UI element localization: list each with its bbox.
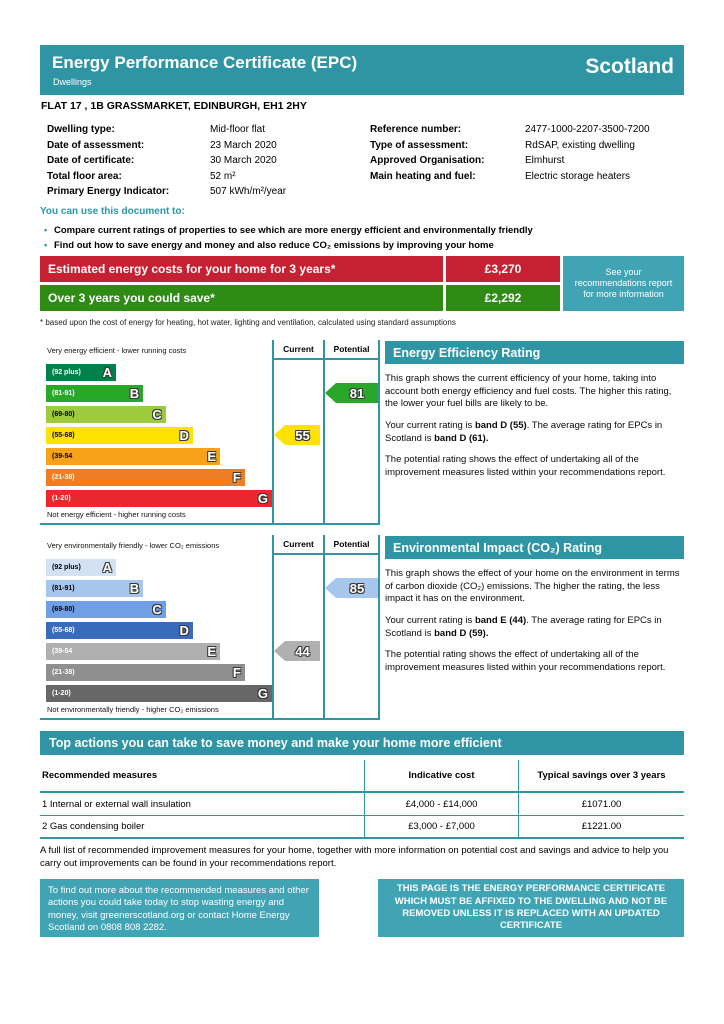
details-left-column [47,122,370,200]
band-d: (55-68) D [46,427,193,444]
chart-divider [323,340,325,525]
paragraph: This graph shows the effect of your home on the environment in terms of carbon dioxide (CO₂) emissions. The higher the rating, the less impact it has on the environment. [385,568,680,605]
chart-divider [272,358,380,360]
detail-row: Date of assessment: 23 March 2020 [47,139,277,151]
rating-bands [46,559,272,706]
certificate-notice-box: THIS PAGE IS THE ENERGY PERFORMANCE CERTIFICATE WHICH MUST BE AFFIXED TO THE DWELLING AND NOT BE REMOVED UNLESS IT IS REPLACED WITH AN UPDATED CERTIFICATE [378,879,684,937]
chart-divider [378,535,380,720]
banner-footnote: * based upon the cost of energy for heating, hot water, lighting and ventilation, calculated using standard assumptions [40,318,456,327]
table-row: 2 Gas condensing boiler £3,000 - £7,000 £1221.00 [40,816,684,839]
potential-column-header: Potential [333,539,370,549]
current-rating-sentence: Your current rating is band E (44). The average rating for EPCs in Scotland is band D (59). [385,614,662,639]
detail-row: Dwelling type: Mid-floor flat [47,124,266,136]
chart-divider [378,340,380,525]
section-heading: Energy Efficiency Rating [385,341,684,364]
current-rating-arrow: 44 [274,641,320,661]
list-item: • Compare current ratings of properties to see which are more energy efficient and environmentally friendly [44,225,533,236]
band-e: (39-54 E [46,448,220,465]
chart-divider [272,553,380,555]
chart-bottom-caption: Not environmentally friendly - higher CO₂ emissions [47,705,219,714]
detail-row: Main heating and fuel: Electric storage heaters [370,170,631,182]
paragraph: This graph shows the current efficiency of your home, taking into account both energy efficiency and fuel costs. The higher this rating, the lower your fuel bills are likely to be. [385,373,672,410]
banner-row-savings [40,285,560,311]
detail-row: Reference number: 2477-1000-2207-3500-7200 [370,124,650,136]
paragraph: The potential rating shows the effect of undertaking all of the improvement measures listed within your recommendations report. [385,649,666,673]
savings-label: Over 3 years you could save* [40,285,443,311]
potential-column-header: Potential [333,344,370,354]
chart-top-caption: Very energy efficient - lower running costs [47,346,187,355]
chart-divider [40,523,380,526]
detail-row: Primary Energy Indicator: 507 kWh/m²/year [47,186,287,198]
chart-divider [40,718,380,721]
page-title: Energy Performance Certificate (EPC) [52,53,358,72]
savings-value: £2,292 [446,285,560,311]
current-column-header: Current [283,344,314,354]
recommendations-note: A full list of recommended improvement measures for your home, together with more information on potential cost and savings and advice to help you carry out improvements can be found in your recommendations report. [40,845,669,869]
table-header-row: Recommended measures Indicative cost Typical savings over 3 years [40,760,684,793]
band-d: (55-68) D [46,622,193,639]
detail-row: Total floor area: 52 m² [47,170,236,182]
bullet-icon: • [44,240,48,250]
more-info-box: To find out more about the recommended measures and other actions you could take today to stop wasting energy and money, visit greenerscotland.org or contact Home Energy Scotland on 0808 808 2282. [40,879,319,937]
chart-divider [272,535,274,720]
chart-bottom-caption: Not energy efficient - higher running costs [47,510,186,519]
details-right-column [370,122,684,200]
banner-row-costs [40,256,560,282]
paragraph: The potential rating shows the effect of undertaking all of the improvement measures listed within your recommendations report. [385,454,666,478]
detail-row: Type of assessment: RdSAP, existing dwelling [370,139,635,151]
property-address: FLAT 17 , 1B GRASSMARKET, EDINBURGH, EH1 2HY [41,100,307,112]
energy-efficiency-text [385,341,684,488]
band-b: (81-91) B [46,580,143,597]
rating-bands [46,364,272,511]
section-heading: Environmental Impact (CO₂) Rating [385,536,684,559]
bullet-icon: • [44,225,48,235]
band-c: (69-80) C [46,406,166,423]
potential-rating-arrow: 81 [325,383,378,403]
band-f: (21-38) F [46,469,245,486]
environmental-impact-chart [40,535,380,720]
chart-divider [323,535,325,720]
header-bar [40,45,684,95]
table-row: 1 Internal or external wall insulation £4,000 - £14,000 £1071.00 [40,793,684,816]
energy-cost-banner [40,256,684,311]
detail-row: Date of certificate: 30 March 2020 [47,155,277,167]
current-rating-sentence: Your current rating is band D (55). The average rating for EPCs in Scotland is band D (61). [385,419,663,444]
cost-label: Estimated energy costs for your home for 3 years* [40,256,443,282]
dwelling-details [47,122,684,200]
recommended-measures-table [40,760,684,839]
band-f: (21-38) F [46,664,245,681]
band-b: (81-91) B [46,385,143,402]
intro-bullets [44,223,680,253]
region-label: Scotland [585,55,674,78]
environmental-impact-text [385,536,684,683]
current-column-header: Current [283,539,314,549]
band-a: (92 plus) A [46,559,116,576]
page-subtitle: Dwellings [53,77,92,87]
band-g: (1-20) G [46,685,272,702]
current-rating-arrow: 55 [274,425,320,445]
recommendations-note-box: See your recommendations report for more information [563,256,684,311]
detail-row: Approved Organisation: Elmhurst [370,155,565,167]
band-g: (1-20) G [46,490,272,507]
intro-heading: You can use this document to: [40,206,185,217]
band-e: (39-54 E [46,643,220,660]
list-item: • Find out how to save energy and money and also reduce CO₂ emissions by improving your home [44,240,494,251]
chart-top-caption: Very environmentally friendly - lower CO₂ emissions [47,541,220,550]
band-a: (92 plus) A [46,364,116,381]
cost-value: £3,270 [446,256,560,282]
energy-efficiency-chart [40,340,380,525]
top-actions-heading: Top actions you can take to save money and make your home more efficient [40,731,684,755]
potential-rating-arrow: 85 [325,578,378,598]
band-c: (69-80) C [46,601,166,618]
